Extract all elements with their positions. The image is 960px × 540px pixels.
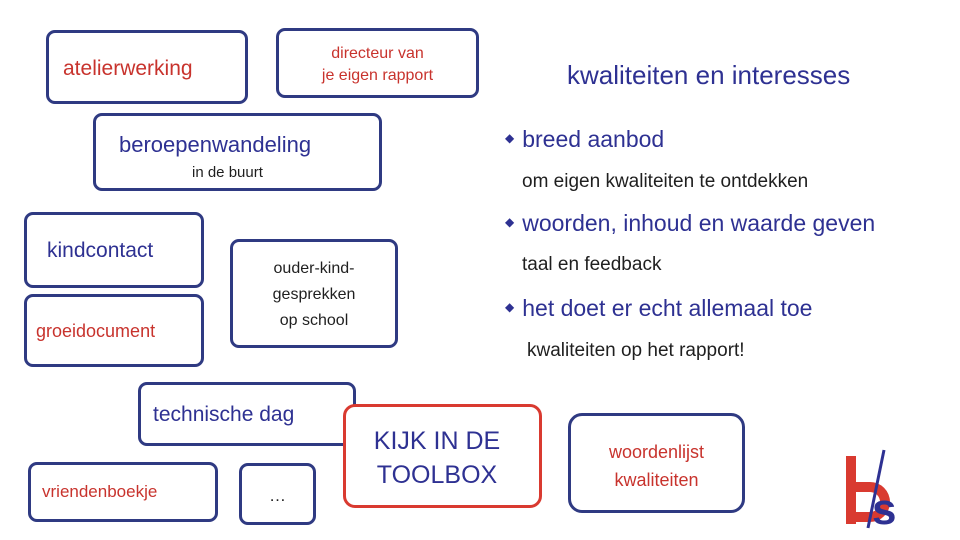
technische-dag-label: technische dag	[153, 403, 295, 426]
bs-logo-icon	[838, 448, 912, 530]
ellipsis-label: …	[269, 486, 286, 505]
bullet-2-sub: taal en feedback	[522, 254, 662, 275]
panel-title: kwaliteiten en interesses	[567, 60, 851, 90]
groeidocument-box	[24, 294, 204, 367]
vriendenboekje-box	[28, 462, 218, 522]
bullet-1	[505, 126, 664, 153]
ouder-kind-label-line3: op school	[279, 312, 349, 329]
bullet-1-sub: om eigen kwaliteiten te ontdekken	[522, 171, 809, 192]
bullet-1-text: breed aanbod	[522, 126, 665, 152]
woordenlijst-label-line2: kwaliteiten	[614, 470, 699, 490]
atelierwerking-label: atelierwerking	[63, 57, 193, 80]
bullet-2-text: woorden, inhoud en waarde geven	[522, 210, 876, 236]
beroepenwandeling-box	[93, 113, 382, 191]
bullet-3-text: het doet er echt allemaal toe	[522, 295, 813, 321]
diamond-bullet-icon: ◆	[505, 131, 515, 145]
beroepenwandeling-label: beroepenwandeling	[119, 132, 312, 157]
bullet-2	[505, 210, 875, 237]
kindcontact-box	[24, 212, 204, 288]
ellipsis-box	[239, 463, 316, 525]
svg-text:s: s	[872, 485, 897, 530]
diamond-bullet-icon: ◆	[505, 300, 515, 314]
bs-logo	[838, 448, 912, 530]
directeur-label-line2: je eigen rapport	[321, 67, 434, 84]
kindcontact-label: kindcontact	[47, 239, 154, 262]
toolbox-label-line2: TOOLBOX	[376, 461, 498, 489]
toolbox-box[interactable]	[343, 404, 542, 508]
vriendenboekje-label: vriendenboekje	[42, 482, 158, 501]
ouder-kind-box	[230, 239, 398, 348]
woordenlijst-box[interactable]	[568, 413, 745, 513]
beroepenwandeling-sublabel: in de buurt	[192, 164, 263, 181]
toolbox-label-line1: KIJK IN DE	[373, 427, 501, 455]
bullet-3-sub: kwaliteiten op het rapport!	[527, 340, 745, 361]
diamond-bullet-icon: ◆	[505, 215, 515, 229]
bullet-3	[505, 295, 812, 322]
technische-dag-box	[138, 382, 356, 446]
woordenlijst-label-line1: woordenlijst	[608, 442, 705, 462]
atelierwerking-box	[46, 30, 248, 104]
directeur-label-line1: directeur van	[331, 45, 424, 62]
groeidocument-label: groeidocument	[36, 321, 156, 341]
ouder-kind-label-line2: gesprekken	[272, 286, 356, 303]
ouder-kind-label-line1: ouder-kind-	[273, 260, 355, 277]
directeur-box	[276, 28, 479, 98]
